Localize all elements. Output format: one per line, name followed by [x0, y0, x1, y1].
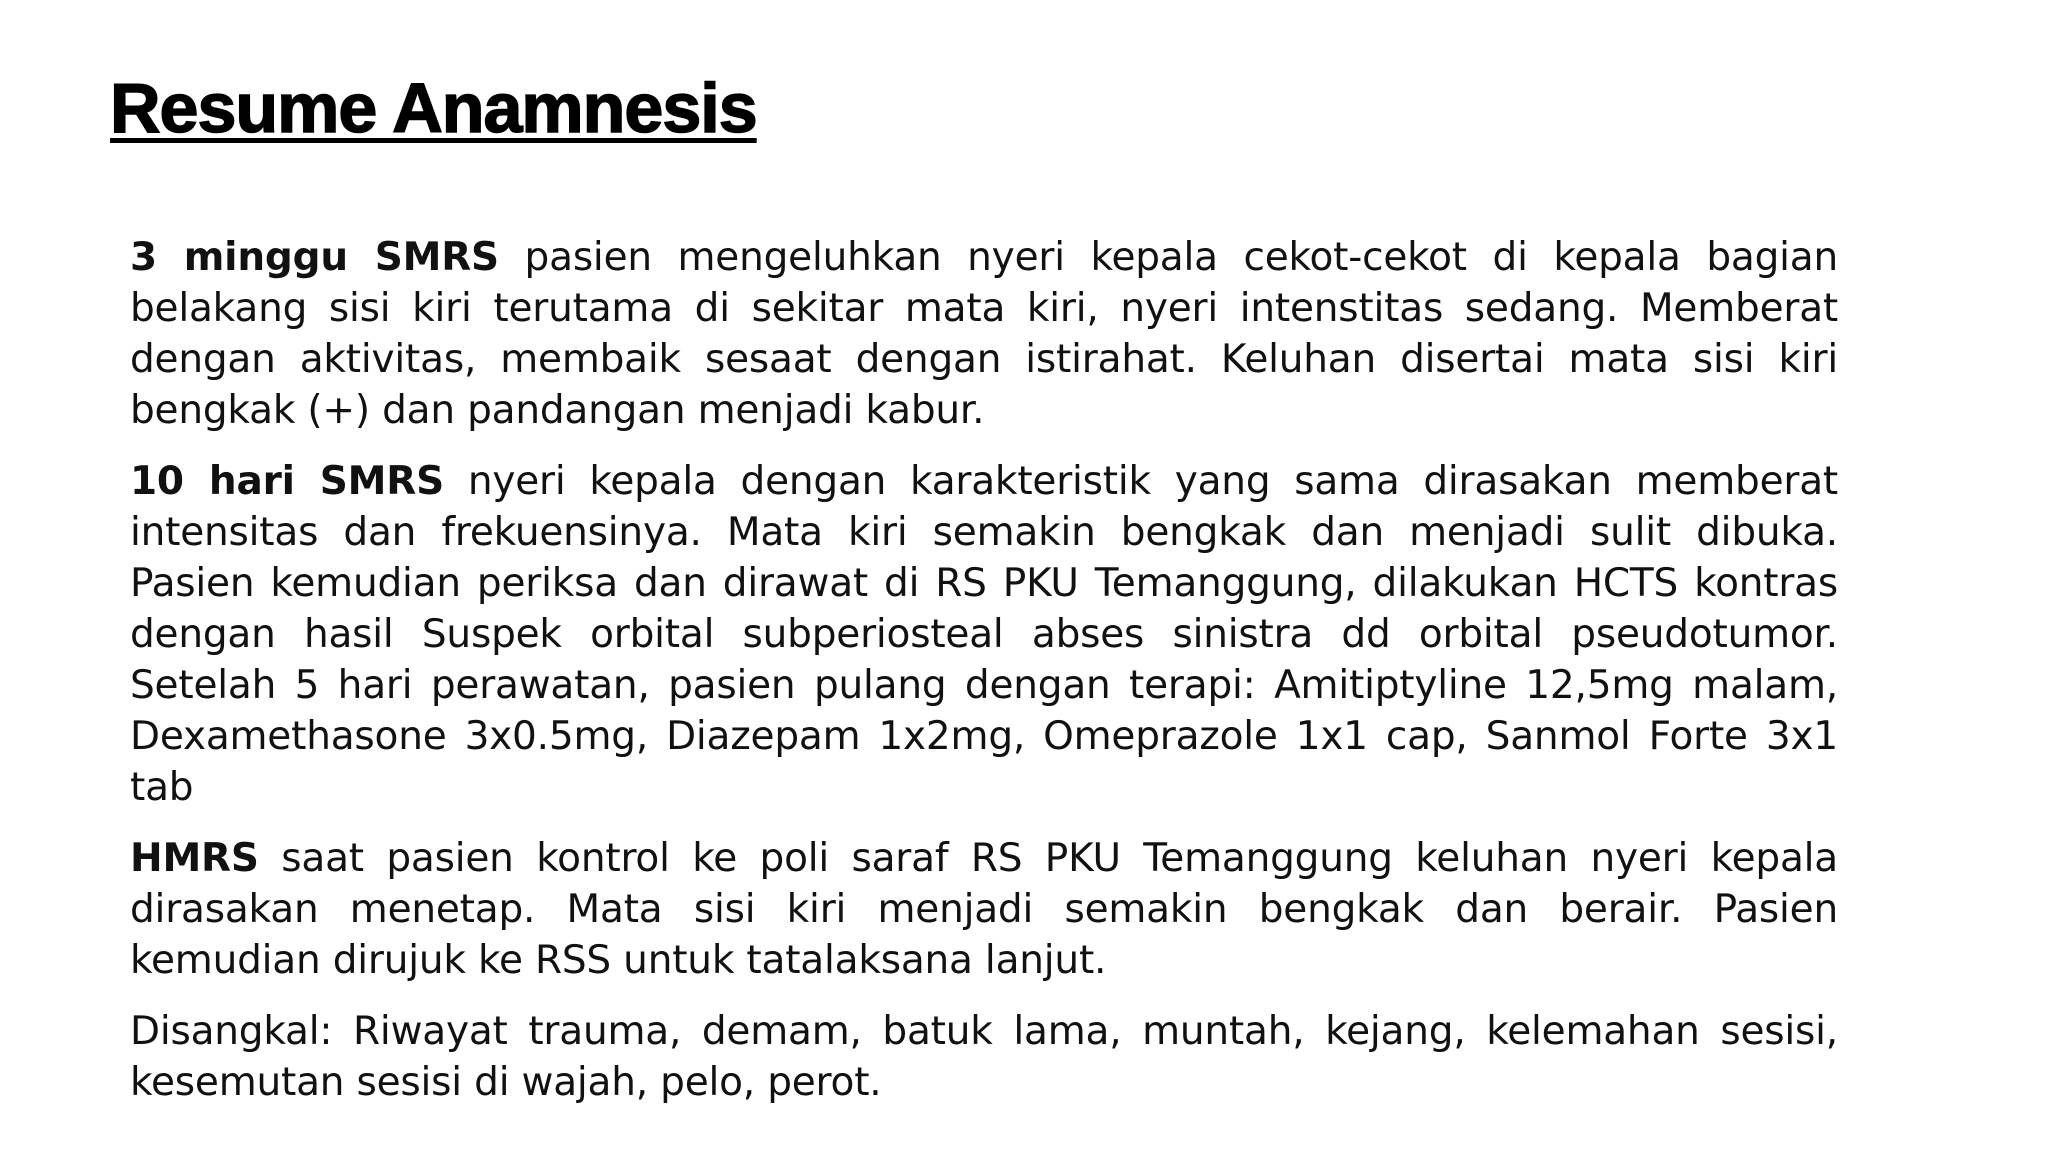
- paragraph-lead: 10 hari SMRS: [130, 459, 444, 504]
- paragraph-text: nyeri kepala dengan karakteristik yang sama dirasakan memberat intensitas dan frekuensinya. Mata kiri semakin bengkak dan menjadi sulit dibuka. Pasien kemudian periksa dan dirawat di RS PKU Temanggung, dilakukan HCTS kontras dengan hasil Suspek orbital subperiosteal abses sinistra dd orbital pseudotumor. Setelah 5 hari perawatan, pasien pulang dengan terapi: Amitiptyline 12,5mg malam, Dexamethasone 3x0.5mg, Diazepam 1x2mg, Omeprazole 1x1 cap, Sanmol Forte 3x1 tab: [130, 459, 1838, 810]
- paragraph-disangkal: [130, 1006, 1838, 1108]
- paragraph-10-hari-smrs: [130, 456, 1838, 813]
- anamnesis-body: [130, 232, 1838, 1128]
- paragraph-lead: 3 minggu SMRS: [130, 235, 499, 280]
- paragraph-text: Disangkal: Riwayat trauma, demam, batuk lama, muntah, kejang, kelemahan sesisi, kesemutan sesisi di wajah, pelo, perot.: [130, 1009, 1838, 1105]
- paragraph-3-minggu-smrs: [130, 232, 1838, 436]
- paragraph-lead: HMRS: [130, 836, 259, 881]
- paragraph-hmrs: [130, 833, 1838, 986]
- paragraph-text: pasien mengeluhkan nyeri kepala cekot-cekot di kepala bagian belakang sisi kiri terutama di sekitar mata kiri, nyeri intenstitas sedang. Memberat dengan aktivitas, membaik sesaat dengan istirahat. Keluhan disertai mata sisi kiri bengkak (+) dan pandangan menjadi kabur.: [130, 235, 1838, 433]
- slide-title: Resume Anamnesis: [110, 69, 757, 147]
- paragraph-text: saat pasien kontrol ke poli saraf RS PKU Temanggung keluhan nyeri kepala dirasakan menetap. Mata sisi kiri menjadi semakin bengkak dan berair. Pasien kemudian dirujuk ke RSS untuk tatalaksana lanjut.: [130, 836, 1838, 983]
